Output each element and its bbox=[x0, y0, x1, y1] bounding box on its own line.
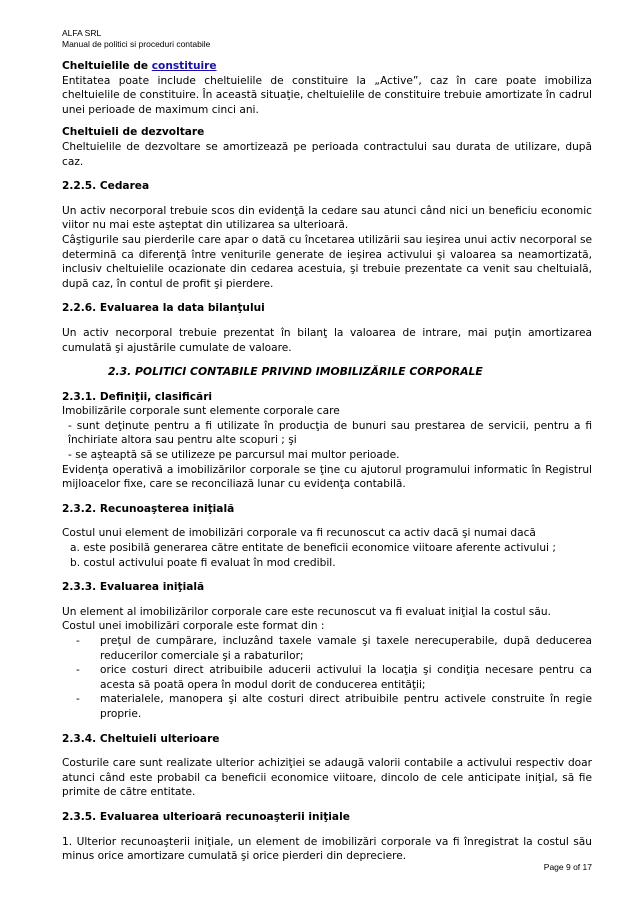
constituire-link[interactable]: constituire bbox=[151, 60, 217, 72]
header-manual-title: Manual de politici si proceduri contabile bbox=[62, 39, 211, 49]
heading-2-3-2: 2.3.2. Recunoaşterea iniţială bbox=[62, 502, 235, 515]
paragraph-constituire: Entitatea poate include cheltuielile de constituire la „Active”, caz în care poate imobiliza cheltuielile de constituire. În această situaţie, cheltuielile de constituire trebuie amortizate în cadrul unei perioade de maximum cinci ani. bbox=[62, 74, 592, 116]
paragraph-2-3-3-a: Un element al imobilizărilor corporale care este recunoscut va fi evaluat iniţial la costul său. bbox=[62, 605, 551, 618]
list-item-2-3-2-b: b. costul activului poate fi evaluat în mod credibil. bbox=[70, 556, 336, 569]
heading-dezvoltare: Cheltuieli de dezvoltare bbox=[62, 126, 205, 139]
list-item-2-3-1-2 bbox=[62, 448, 592, 463]
document-page bbox=[62, 28, 592, 864]
list-item-2-3-3-2 bbox=[62, 663, 592, 692]
paragraph-2-3-3-b: Costul unei imobilizări corporale este format din : bbox=[62, 620, 325, 633]
page-number: Page 9 of 17 bbox=[543, 862, 592, 872]
heading-2-3-5: 2.3.5. Evaluarea ulterioară recunoaşterii iniţiale bbox=[62, 810, 350, 823]
list-item-2-3-3-1 bbox=[62, 634, 592, 663]
list-item-2-3-3-3 bbox=[62, 692, 592, 721]
paragraph-dezvoltare: Cheltuielile de dezvoltare se amortizează pe perioada contractului sau durata de utilizare, după caz. bbox=[62, 140, 592, 168]
heading-2-3: 2.3. POLITICI CONTABILE PRIVIND IMOBILIZĂRILE CORPORALE bbox=[108, 365, 483, 379]
paragraph-2-3-1-intro: Imobilizările corporale sunt elemente corporale care bbox=[62, 405, 340, 418]
list-item-2-3-2-a: a. este posibilă generarea către entitate de beneficii economice viitoare aferente activului ; bbox=[70, 542, 556, 555]
paragraph-2-2-6: Un activ necorporal trebuie prezentat în bilanţ la valoarea de intrare, mai puţin amortizarea cumulată şi ajustările cumulate de valoare. bbox=[62, 326, 592, 354]
dash-bullet: - bbox=[76, 693, 80, 706]
list-item-text: - se aşteaptă să se utilizeze pe parcursul mai multor perioade. bbox=[68, 449, 400, 462]
paragraph-2-3-1-b: Evidenţa operativă a imobilizărilor corporale se ţine cu ajutorul programului informatic în Registrul mijloacelor fixe, care se reconciliază lunar cu evidenţa contabilă. bbox=[62, 463, 592, 491]
paragraph-2-3-5: 1. Ulterior recunoaşterii iniţiale, un element de imobilizări corporale va fi înregistrat la costul său minus orice amortizare cumulată şi orice pierderi din depreciere. bbox=[62, 835, 592, 863]
paragraph-2-3-4: Costurile care sunt realizate ulterior achiziţiei se adaugă valorii contabile a activului respectiv doar atunci când este probabil ca beneficii economice viitoare, dincolo de cele anticipate iniţial, să fie primite de către entitate. bbox=[62, 757, 592, 799]
dash-bullet: - bbox=[76, 664, 80, 677]
heading-constituire bbox=[62, 59, 592, 74]
heading-2-2-5: 2.2.5. Cedarea bbox=[62, 180, 150, 193]
heading-2-3-4: 2.3.4. Cheltuieli ulterioare bbox=[62, 732, 220, 745]
heading-2-3-3: 2.3.3. Evaluarea iniţială bbox=[62, 581, 205, 594]
paragraph-2-2-5-b: Câştigurile sau pierderile care apar o dată cu încetarea utilizării sau ieşirea unui activ necorporal se determină ca diferenţă între veniturile generate de ieşirea activului şi valoarea sa neamortizată, inclusiv cheltuielile ocazionate din cedarea acestuia, şi trebuie prezentate ca venit sau cheltuială, după caz, în contul de profit şi pierdere. bbox=[62, 233, 592, 290]
list-item-text: materialele, manopera şi alte costuri direct atribuibile pentru activele construite în regie proprie. bbox=[100, 693, 592, 720]
header-company: ALFA SRL bbox=[62, 28, 102, 38]
heading-2-2-6: 2.2.6. Evaluarea la data bilanţului bbox=[62, 302, 265, 315]
dash-bullet: - bbox=[76, 635, 80, 647]
heading-prefix: Cheltuielile de bbox=[62, 60, 152, 72]
list-item-text: preţul de cumpărare, incluzând taxele vamale şi taxele nerecuperabile, după deducerea reducerilor comerciale şi a rabaturilor; bbox=[100, 635, 592, 662]
heading-2-3-1: 2.3.1. Definiţii, clasificări bbox=[62, 390, 213, 403]
list-item-text: - sunt deţinute pentru a fi utilizate în producţia de bunuri sau prestarea de servicii, pentru a fi închiriate altora sau pentru alte scopuri ; şi bbox=[68, 419, 592, 447]
list-item-2-3-1-1 bbox=[62, 419, 592, 448]
paragraph-2-3-2: Costul unui element de imobilizări corporale va fi recunoscut ca activ dacă şi numai dacă bbox=[62, 527, 536, 540]
paragraph-2-2-5-a: Un activ necorporal trebuie scos din evidenţă la cedare sau atunci când nici un beneficiu economic viitor nu mai este aşteptat din utilizarea sa ulterioară. bbox=[62, 204, 592, 232]
list-item-text: orice costuri direct atribuibile aducerii activului la locaţia şi condiţia necesare pentru ca acesta să poată opera în modul dorit de conducerea entităţii; bbox=[100, 664, 592, 691]
